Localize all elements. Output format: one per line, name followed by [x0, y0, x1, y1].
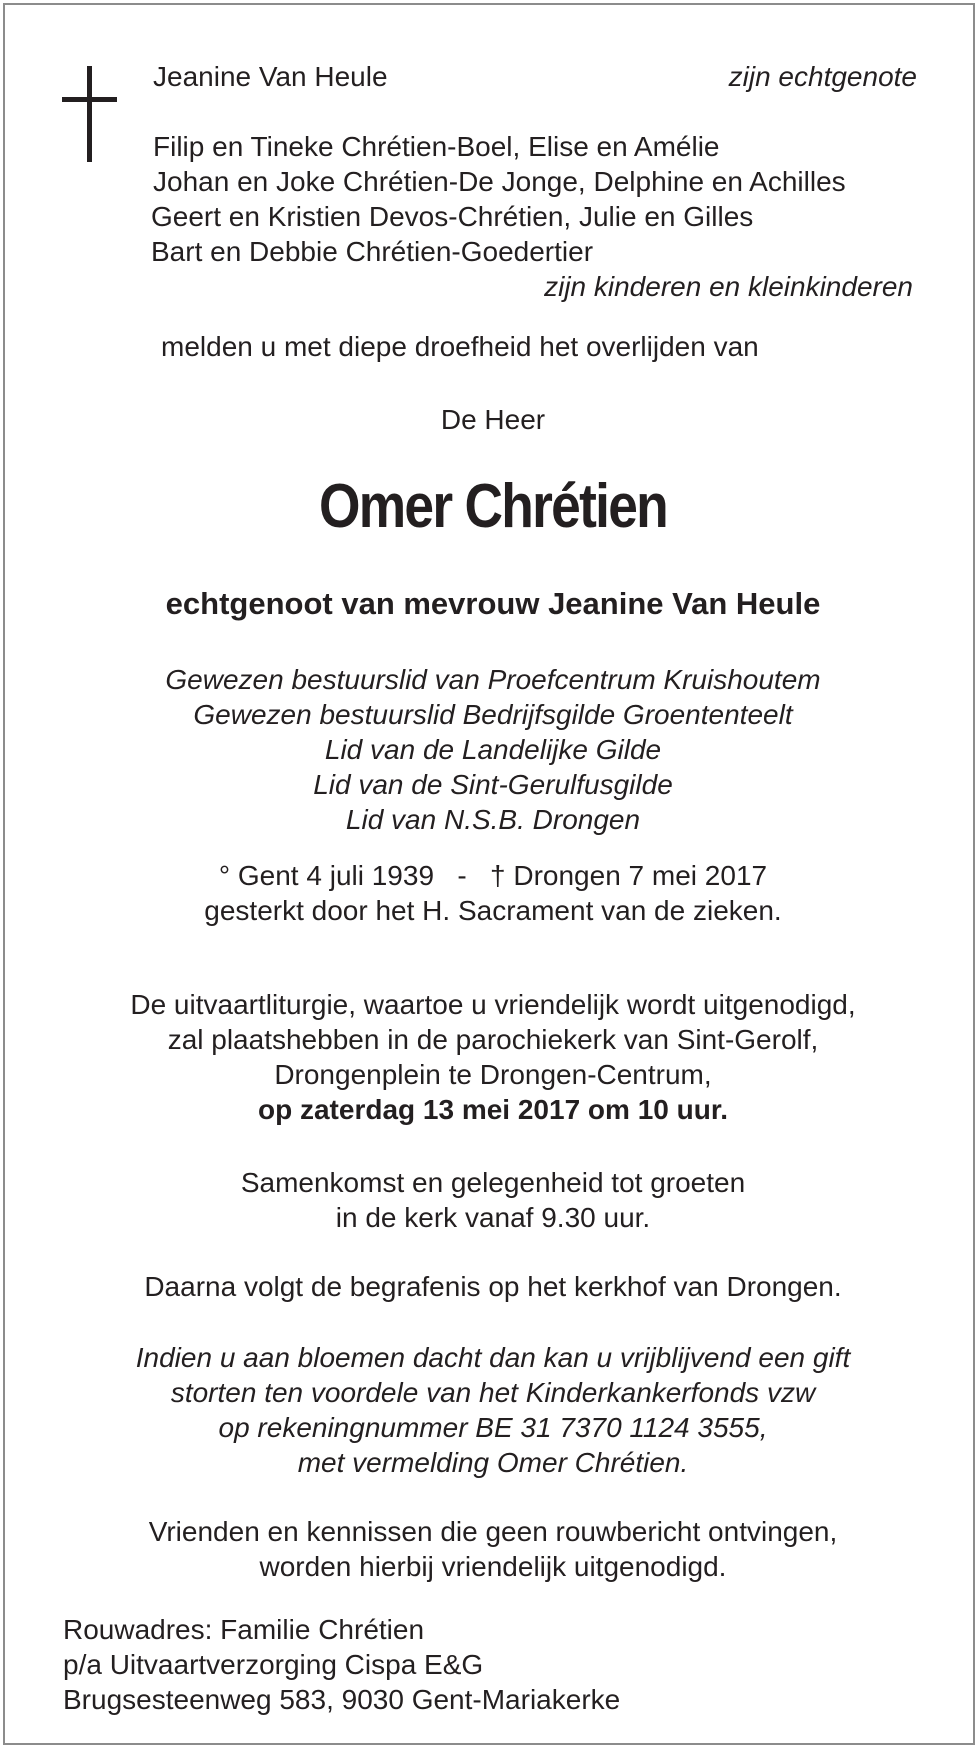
- membership-line: Gewezen bestuurslid van Proefcentrum Kruishoutem: [165, 664, 821, 695]
- invitation-line: Vrienden en kennissen die geen rouwbericht ontvingen,: [148, 1516, 838, 1547]
- donation-line: op rekeningnummer BE 31 7370 1124 3555,: [218, 1412, 768, 1443]
- children-line: Geert en Kristien Devos-Chrétien, Julie en Gilles: [151, 201, 754, 232]
- membership-line: Lid van de Landelijke Gilde: [324, 734, 662, 765]
- membership-line: Gewezen bestuurslid Bedrijfsgilde Groententeelt: [193, 699, 793, 730]
- children-line: Bart en Debbie Chrétien-Goedertier: [151, 236, 594, 267]
- burial-line: Daarna volgt de begrafenis op het kerkhof van Drongen.: [144, 1271, 842, 1302]
- announcement: melden u met diepe droefheid het overlijden van: [161, 331, 759, 362]
- donation-line: met vermelding Omer Chrétien.: [297, 1447, 689, 1478]
- title: De Heer: [440, 404, 546, 435]
- birth-death-dates: ° Gent 4 juli 1939 - † Drongen 7 mei 2017: [218, 860, 768, 891]
- donation-line: storten ten voordele van het Kinderkankerfonds vzw: [170, 1377, 816, 1408]
- membership-line: Lid van N.S.B. Drongen: [345, 804, 641, 835]
- address-line: Rouwadres: Familie Chrétien: [63, 1614, 425, 1645]
- gathering-line: in de kerk vanaf 9.30 uur.: [335, 1202, 651, 1233]
- address-line: Brugsesteenweg 583, 9030 Gent-Mariakerke: [63, 1684, 621, 1715]
- spouse-role: zijn echtgenote: [728, 61, 917, 92]
- spouse-name: Jeanine Van Heule: [153, 61, 388, 92]
- funeral-line: zal plaatshebben in de parochiekerk van Sint-Gerolf,: [167, 1024, 819, 1055]
- obituary-card: [3, 3, 975, 1745]
- deceased-name: Omer Chrétien: [318, 472, 668, 541]
- sacrament-line: gesterkt door het H. Sacrament van de zieken.: [204, 895, 782, 926]
- cross-icon: [87, 66, 92, 162]
- children-role: zijn kinderen en kleinkinderen: [544, 271, 913, 302]
- address-line: p/a Uitvaartverzorging Cispa E&G: [63, 1649, 484, 1680]
- relation: echtgenoot van mevrouw Jeanine Van Heule: [165, 586, 821, 621]
- cross-icon-bar: [62, 97, 117, 102]
- children-line: Filip en Tineke Chrétien-Boel, Elise en Amélie: [153, 131, 720, 162]
- children-line: Johan en Joke Chrétien-De Jonge, Delphine en Achilles: [153, 166, 846, 197]
- gathering-line: Samenkomst en gelegenheid tot groeten: [240, 1167, 746, 1198]
- funeral-line: De uitvaartliturgie, waartoe u vriendelijk wordt uitgenodigd,: [130, 989, 856, 1020]
- funeral-datetime: op zaterdag 13 mei 2017 om 10 uur.: [258, 1094, 728, 1125]
- invitation-line: worden hierbij vriendelijk uitgenodigd.: [259, 1551, 727, 1582]
- donation-line: Indien u aan bloemen dacht dan kan u vrijblijvend een gift: [135, 1342, 851, 1373]
- funeral-line: Drongenplein te Drongen-Centrum,: [274, 1059, 712, 1090]
- membership-line: Lid van de Sint-Gerulfusgilde: [313, 769, 673, 800]
